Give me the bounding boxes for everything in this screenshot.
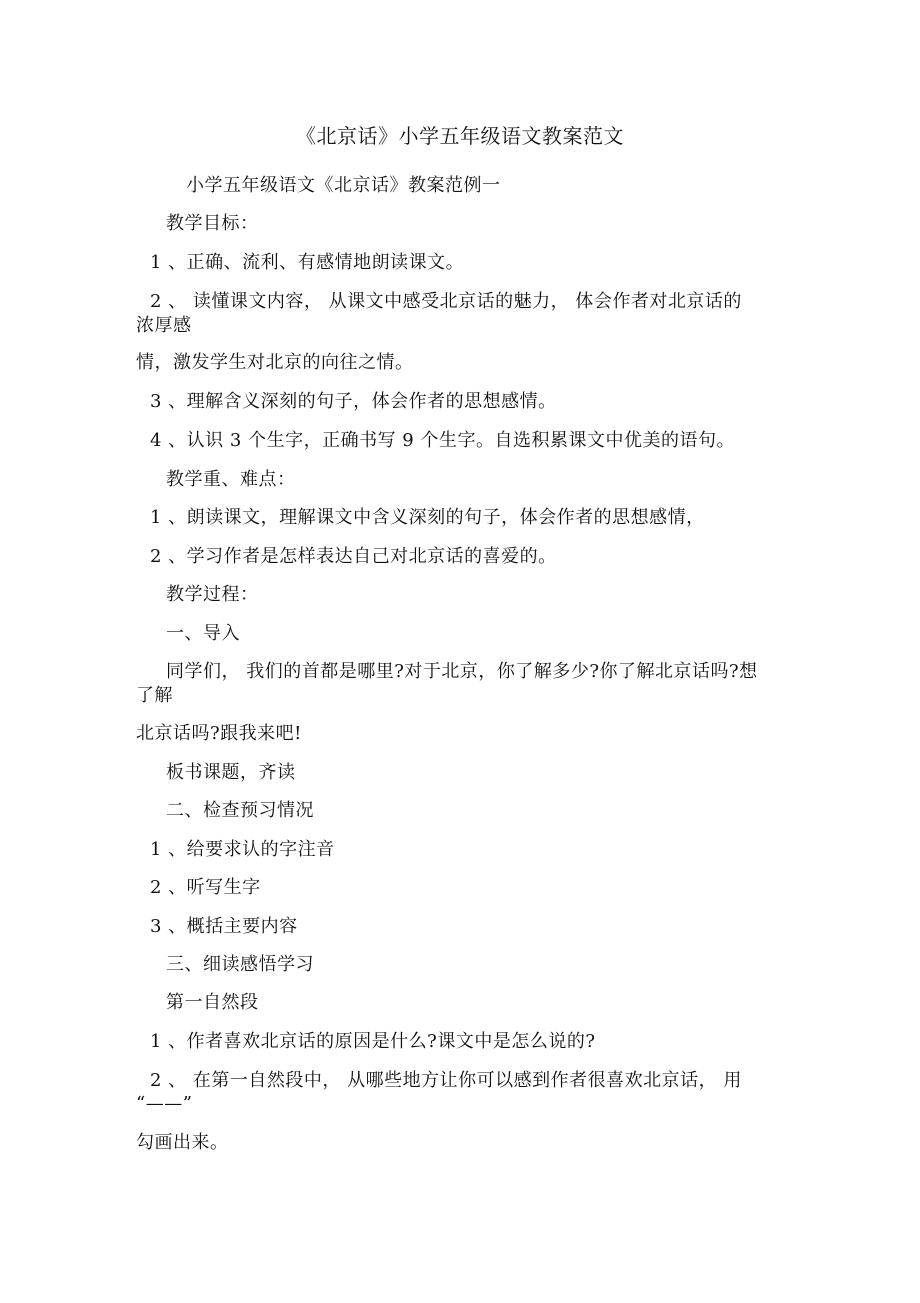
subsection-first-paragraph: 第一自然段 [166, 992, 259, 1013]
preview-item-1: 1 、给要求认的字注音 [150, 839, 335, 860]
process-step-close-reading: 三、细读感悟学习 [166, 954, 314, 975]
reading-item-2-wrap: “——” [136, 1093, 193, 1114]
paragraph-board-title: 板书课题，齐读 [166, 762, 296, 783]
objective-item-2-wrap: 浓厚感 [136, 315, 192, 336]
paragraph-intro-cont: 北京话吗?跟我来吧! [136, 723, 302, 744]
objective-item-4: 4 、认识 3 个生字，正确书写 9 个生字。自选积累课文中优美的语句。 [150, 430, 735, 451]
preview-item-3: 3 、概括主要内容 [150, 916, 298, 937]
key-point-item-1: 1 、朗读课文，理解课文中含义深刻的句子，体会作者的思想感情， [150, 507, 705, 528]
reading-item-1: 1 、作者喜欢北京话的原因是什么?课文中是怎么说的? [150, 1031, 596, 1052]
reading-item-2-cont: 勾画出来。 [136, 1132, 229, 1153]
objective-item-2: 2 、 读懂课文内容， 从课文中感受北京话的魅力， 体会作者对北京话的 [150, 291, 742, 312]
objective-item-1: 1 、正确、流利、有感情地朗读课文。 [150, 252, 465, 273]
section-heading-key-points: 教学重、难点： [166, 469, 296, 490]
process-step-intro: 一、导入 [166, 623, 240, 644]
reading-item-2: 2 、 在第一自然段中， 从哪些地方让你可以感到作者很喜欢北京话， 用 [150, 1070, 742, 1091]
section-heading-process: 教学过程： [166, 584, 259, 605]
preview-item-2: 2 、听写生字 [150, 877, 261, 898]
objective-item-3: 3 、理解含义深刻的句子，体会作者的思想感情。 [150, 391, 557, 412]
document-subtitle: 小学五年级语文《北京话》教案范例一 [186, 175, 501, 196]
objective-item-2-cont: 情，激发学生对北京的向往之情。 [136, 352, 414, 373]
process-step-preview: 二、检查预习情况 [166, 800, 314, 821]
section-heading-objectives: 教学目标： [166, 213, 259, 234]
paragraph-intro: 同学们， 我们的首都是哪里?对于北京，你了解多少?你了解北京话吗?想 [166, 661, 758, 682]
paragraph-intro-wrap: 了解 [136, 685, 173, 706]
document-title: 《北京话》小学五年级语文教案范文 [296, 124, 624, 148]
key-point-item-2: 2 、学习作者是怎样表达自己对北京话的喜爱的。 [150, 546, 557, 567]
